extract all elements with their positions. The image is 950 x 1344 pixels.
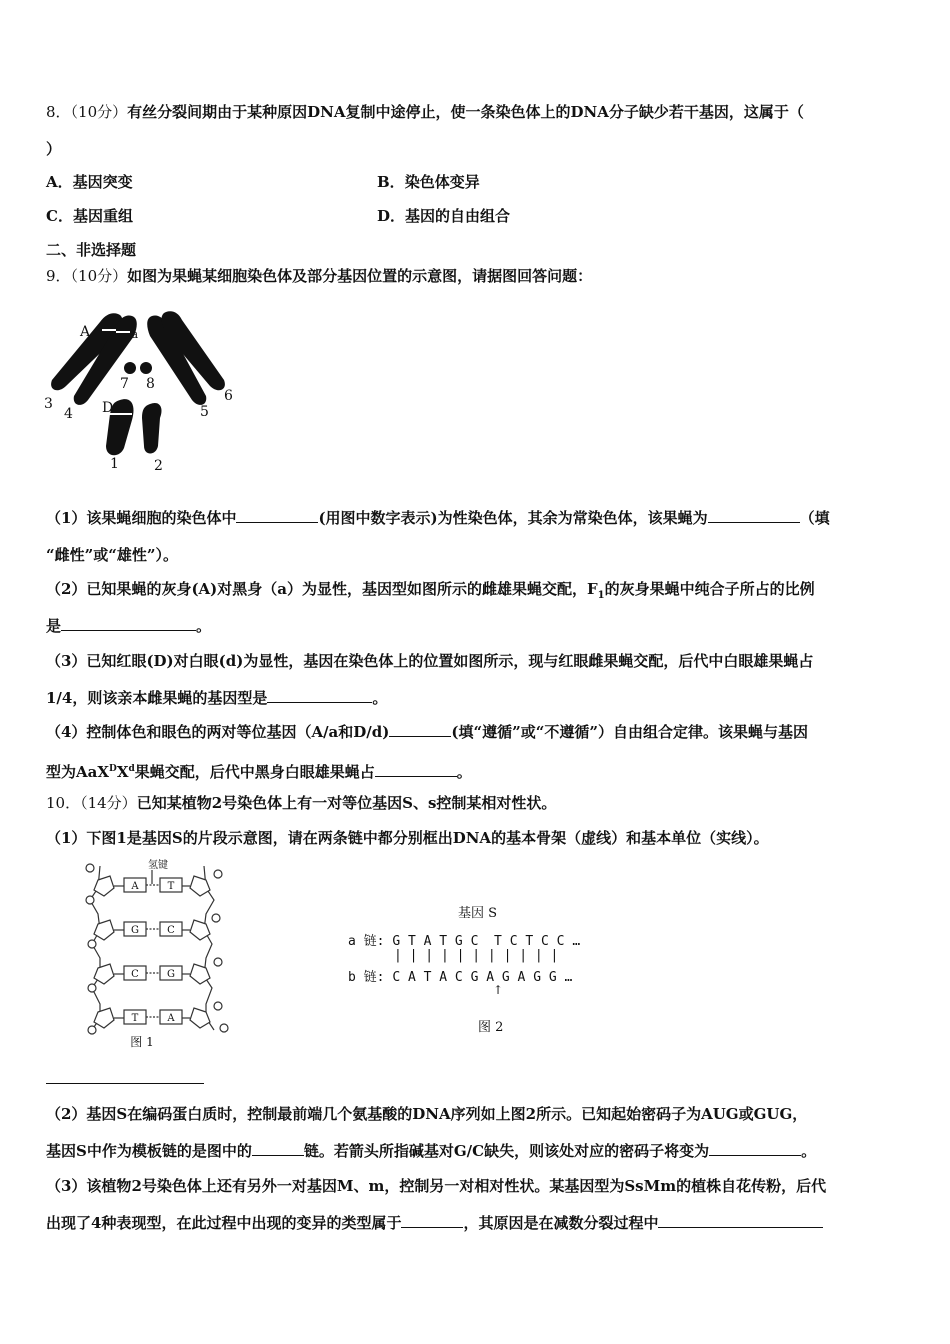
q9-p4-text-c: 型为AaX bbox=[46, 763, 109, 781]
dna-figure-1 bbox=[78, 858, 238, 1053]
q10-part2: （2）基因S在编码蛋白质时，控制最前端几个氨基酸的DNA序列如上图2所示。已知起始密码子为AUG或GUG， bbox=[46, 1105, 808, 1123]
base-letter: G bbox=[131, 925, 139, 936]
q9-p2-text-d: 。 bbox=[196, 617, 212, 635]
phosphate bbox=[220, 1024, 228, 1032]
q8-text: 有丝分裂间期由于某种原因DNA复制中途停止，使一条染色体上的DNA分子缺少若干基因，这属于（ bbox=[127, 103, 804, 121]
q9-p1-text-a: （1）该果蝇细胞的染色体中 bbox=[46, 509, 237, 527]
phosphate bbox=[86, 864, 94, 872]
q10-part3: （3）该植物2号染色体上还有另外一对基因M、m，控制另一对相对性状。某基因型为SsMm的植株自花传粉，后代 bbox=[46, 1177, 827, 1195]
chromosome-8 bbox=[140, 362, 152, 374]
q10-text: 已知某植物2号染色体上有一对等位基因S、s控制某相对性状。 bbox=[136, 794, 557, 812]
label-a: a bbox=[131, 327, 139, 341]
q9-text: 如图为果蝇某细胞染色体及部分基因位置的示意图，请据图回答问题： bbox=[127, 267, 593, 285]
strand-a-seq: G T A T G C T C T C C … bbox=[392, 934, 581, 949]
chromosome-2 bbox=[142, 403, 162, 454]
phosphate bbox=[88, 940, 96, 948]
phosphate bbox=[214, 958, 222, 966]
q9-part1-cont: “雌性”或“雄性”）。 bbox=[46, 546, 179, 564]
q9-part4 bbox=[46, 722, 808, 742]
q8-option-b[interactable] bbox=[377, 172, 480, 192]
label-6: 6 bbox=[224, 388, 233, 404]
phosphate bbox=[214, 1002, 222, 1010]
q9-p1-text-c: （填 bbox=[799, 509, 830, 527]
superscript: d bbox=[128, 764, 135, 774]
sugar bbox=[94, 1008, 114, 1028]
answer-blank[interactable] bbox=[709, 1141, 801, 1156]
q9-p4-x: X bbox=[116, 763, 129, 781]
label-1: 1 bbox=[110, 456, 119, 472]
q10-p3-text-c: ，其原因是在减数分裂过程中 bbox=[463, 1214, 659, 1232]
answer-blank[interactable] bbox=[401, 1213, 463, 1228]
figure-2-caption: 图 2 bbox=[478, 1020, 504, 1035]
base-letter: C bbox=[167, 925, 175, 936]
label-5: 5 bbox=[200, 404, 209, 420]
q9-p2-text-a: （2）已知果蝇的灰身(A)对黑身（a）为显性，基因型如图所示的雌雄果蝇交配，F bbox=[46, 580, 598, 598]
q9-part2-cont bbox=[46, 616, 211, 636]
figure-1-caption: 图 1 bbox=[130, 1035, 154, 1049]
chromosome-7 bbox=[124, 362, 136, 374]
answer-blank[interactable] bbox=[267, 688, 372, 703]
answer-blank[interactable] bbox=[252, 1141, 304, 1156]
q10-part1: （1）下图1是基因S的片段示意图，请在两条链中都分别框出DNA的基本骨架（虚线）和基本单位（实线）。 bbox=[46, 829, 769, 847]
base-letter: G bbox=[167, 969, 175, 980]
phosphate bbox=[214, 870, 222, 878]
option-text: 基因突变 bbox=[72, 173, 133, 191]
q9-p3-text-b: 1/4，则该亲本雌果蝇的基因型是 bbox=[46, 689, 268, 707]
answer-blank[interactable] bbox=[236, 508, 318, 523]
base-letter: T bbox=[167, 881, 175, 892]
q8-number: 8．（10分） bbox=[46, 103, 128, 121]
hbond-label: 氢键 bbox=[148, 860, 168, 871]
q9-p4-text-a: （4）控制体色和眼色的两对等位基因（A/a和D/d) bbox=[46, 723, 390, 741]
section-heading: 二、非选择题 bbox=[46, 241, 137, 259]
sugar bbox=[190, 920, 210, 940]
q9-part2 bbox=[46, 579, 815, 606]
q9-p4-text-b: (填“遵循”或“不遵循”）自由组合定律。该果蝇与基因 bbox=[451, 723, 808, 741]
arrow-icon: ↑ bbox=[493, 983, 504, 997]
strand-a-label: a 链: bbox=[348, 934, 385, 949]
label-7: 7 bbox=[120, 376, 129, 392]
option-label: A． bbox=[46, 173, 73, 191]
answer-blank[interactable] bbox=[658, 1213, 823, 1228]
q8-option-c[interactable] bbox=[46, 206, 133, 226]
base-letter: A bbox=[167, 1013, 175, 1024]
q10-p2-text-c: 链。若箭头所指碱基对G/C缺失，则该处对应的密码子将变为 bbox=[303, 1142, 710, 1160]
option-label: D． bbox=[377, 207, 406, 225]
base-letter: T bbox=[131, 1013, 139, 1024]
q10-part3-cont bbox=[46, 1213, 823, 1233]
q10-number: 10．（14分） bbox=[46, 794, 137, 812]
q9-p4-text-d: 果蝇交配，后代中黑身白眼雄果蝇占 bbox=[134, 763, 375, 781]
q9-p2-text-c: 是 bbox=[46, 617, 62, 635]
option-text: 基因的自由组合 bbox=[405, 207, 511, 225]
strand-b-seq: C A T A C G A G A G G … bbox=[392, 970, 573, 985]
phosphate bbox=[88, 1026, 96, 1034]
sugar bbox=[94, 920, 114, 940]
q8-close-paren: ） bbox=[46, 140, 62, 158]
q9-stem bbox=[46, 266, 592, 286]
strand-b bbox=[348, 966, 572, 985]
superscript: D bbox=[109, 764, 117, 774]
q8-option-d[interactable] bbox=[377, 206, 510, 226]
divider bbox=[46, 1083, 204, 1084]
chromosome-figure bbox=[40, 296, 240, 476]
q9-p2-text-b: 的灰身果蝇中纯合子所占的比例 bbox=[604, 580, 815, 598]
q9-p4-text-e: 。 bbox=[456, 763, 472, 781]
label-A: A bbox=[80, 324, 91, 340]
label-4: 4 bbox=[64, 406, 73, 422]
q9-part4-cont bbox=[46, 759, 472, 782]
label-8: 8 bbox=[146, 376, 155, 392]
q8-stem bbox=[46, 102, 804, 122]
answer-blank[interactable] bbox=[61, 616, 196, 631]
q9-p3-text-c: 。 bbox=[372, 689, 388, 707]
q9-part3-cont bbox=[46, 688, 387, 708]
option-label: B． bbox=[377, 173, 405, 191]
strand-a bbox=[348, 930, 580, 949]
base-pair-bars: | | | | | | | | | | | bbox=[394, 948, 559, 963]
label-2: 2 bbox=[154, 458, 163, 474]
option-text: 基因重组 bbox=[72, 207, 133, 225]
phosphate bbox=[212, 914, 220, 922]
sugar bbox=[94, 876, 114, 896]
q10-p2-text-b: 基因S中作为模板链的是图中的 bbox=[46, 1142, 252, 1160]
label-D: D bbox=[102, 400, 114, 416]
phosphate bbox=[88, 984, 96, 992]
base-letter: A bbox=[131, 881, 139, 892]
answer-blank[interactable] bbox=[708, 508, 800, 523]
sugar bbox=[190, 876, 210, 896]
answer-blank[interactable] bbox=[389, 722, 451, 737]
q10-stem bbox=[46, 793, 556, 813]
option-label: C． bbox=[46, 207, 73, 225]
q9-part1 bbox=[46, 508, 830, 528]
q8-option-a[interactable] bbox=[46, 172, 133, 192]
q9-p1-text-b: (用图中数字表示)为性染色体，其余为常染色体，该果蝇为 bbox=[318, 509, 708, 527]
q10-part2-cont bbox=[46, 1141, 816, 1161]
figure-2-title: 基因 S bbox=[458, 906, 498, 921]
q9-part3: （3）已知红眼(D)对白眼(d)为显性，基因在染色体上的位置如图所示，现与红眼雌果蝇交配，后代中白眼雄果蝇占 bbox=[46, 652, 814, 670]
q9-number: 9．（10分） bbox=[46, 267, 128, 285]
q10-p3-text-b: 出现了4种表现型，在此过程中出现的变异的类型属于 bbox=[46, 1214, 402, 1232]
subscript: 1 bbox=[597, 590, 605, 601]
strand-b-label: b 链: bbox=[348, 970, 385, 985]
q10-p2-text-d: 。 bbox=[801, 1142, 817, 1160]
phosphate bbox=[86, 896, 94, 904]
base-letter: C bbox=[131, 969, 139, 980]
sugar bbox=[190, 1008, 210, 1028]
label-3: 3 bbox=[44, 396, 53, 412]
answer-blank[interactable] bbox=[375, 762, 457, 777]
option-text: 染色体变异 bbox=[404, 173, 480, 191]
